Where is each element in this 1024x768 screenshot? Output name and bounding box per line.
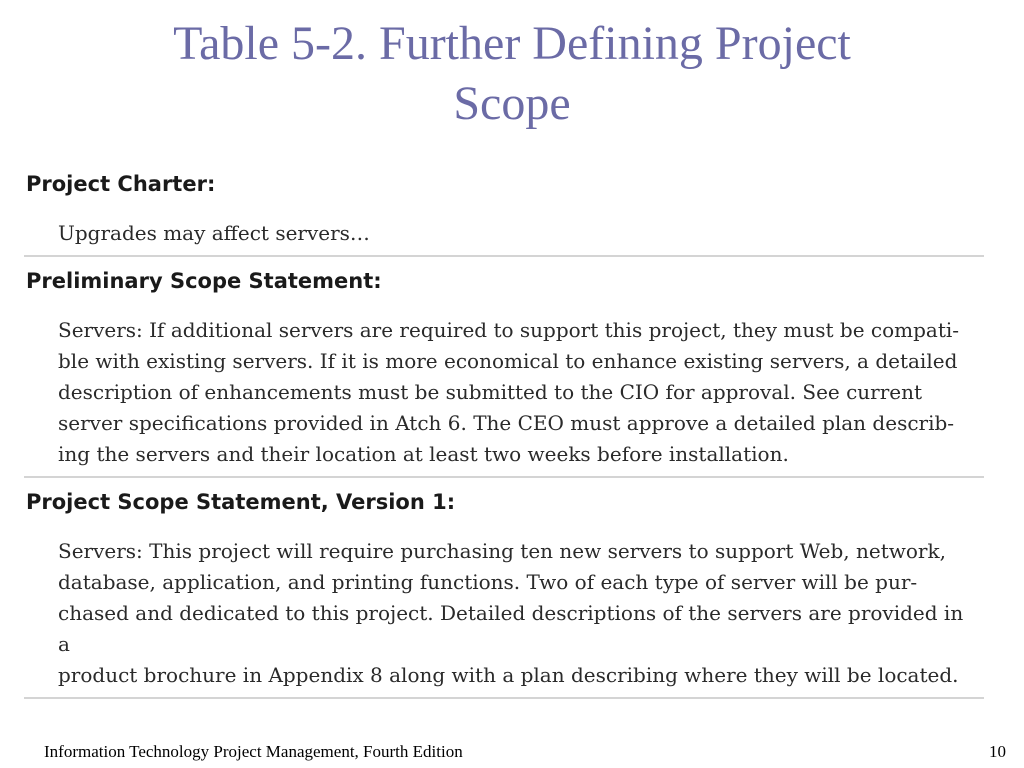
slide-title-line1: Table 5-2. Further Defining Project [173, 17, 851, 70]
divider [24, 697, 984, 699]
page-number: 10 [989, 742, 1006, 761]
slide-title-line2: Scope [453, 77, 571, 130]
divider [24, 255, 984, 257]
section-body: Servers: If additional servers are required to support this project, they must be compati- ble with existing servers. If it is more economical to enhance existing servers, a detailed description of enhancements must be submitted to the CIO for approval. See current server specifications provided in Atch 6. The CEO must approve a detailed plan describ- ing the servers and their location at least two weeks before installation. [58, 318, 960, 466]
section-project-charter [24, 172, 984, 249]
section-heading: Preliminary Scope Statement: [26, 269, 382, 293]
slide-title [0, 14, 1024, 134]
section-heading: Project Scope Statement, Version 1: [26, 490, 456, 514]
section-project-scope-statement-v1 [24, 490, 984, 691]
scope-table [24, 166, 984, 699]
divider [24, 476, 984, 478]
section-heading: Project Charter: [26, 172, 216, 196]
footer-book-title: Information Technology Project Management, Fourth Edition [44, 742, 463, 761]
section-body: Upgrades may affect servers… [58, 221, 370, 245]
section-preliminary-scope-statement [24, 269, 984, 470]
section-body: Servers: This project will require purchasing ten new servers to support Web, network, database, application, and printing functions. Two of each type of server will be pur- chased and dedicated to this project. Detailed descriptions of the servers are provided in a product brochure in Appendix 8 along with a plan describing where they will be located. [58, 539, 964, 687]
